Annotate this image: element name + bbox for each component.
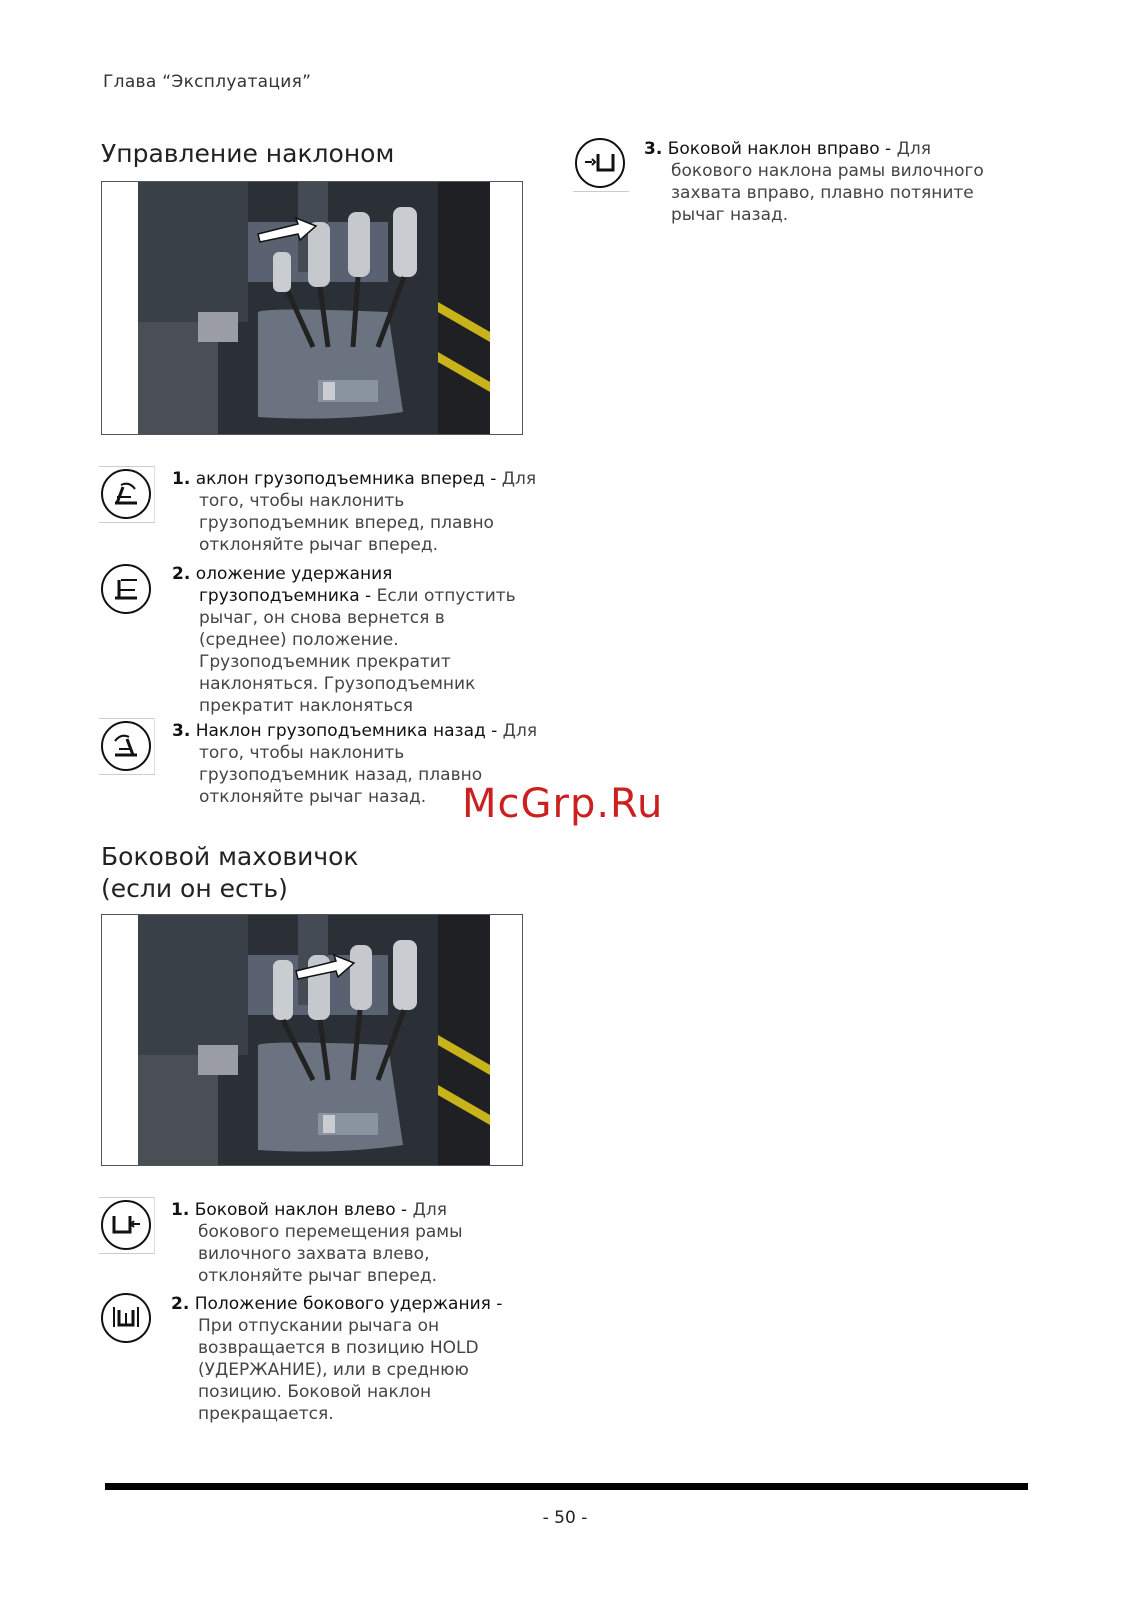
watermark: McGrp.Ru: [462, 781, 664, 827]
tilt-hold-icon: [101, 564, 151, 614]
item-line: вилочного захвата влево,: [198, 1244, 430, 1264]
item-line: позицию. Боковой наклон: [198, 1382, 432, 1402]
item-line: (среднее) положение.: [199, 630, 399, 650]
item-line: (УДЕРЖАНИЕ), или в среднюю: [198, 1360, 469, 1380]
item-number: 3.: [172, 721, 191, 741]
sideshift-item-2: [171, 1293, 551, 1425]
tilt-hold-icon-box: [99, 561, 155, 617]
sideshift-left-icon-box: [99, 1197, 155, 1253]
item-title: аклон грузоподъемника вперед -: [195, 469, 497, 489]
item-line: Грузоподъемник прекратит: [199, 652, 451, 672]
lever-photo-sideshift: [101, 914, 523, 1166]
item-title: Наклон грузоподъемника назад -: [195, 721, 498, 741]
item-line: прекращается.: [198, 1404, 334, 1424]
item-line: прекратит наклоняться: [199, 696, 414, 716]
forklift-levers-image: [138, 182, 490, 434]
item-line: отклоняйте рычаг назад.: [199, 787, 427, 807]
item-title-cont: грузоподъемника -: [199, 586, 372, 606]
lever-photo-tilt: [101, 181, 523, 435]
forklift-levers-image: [138, 915, 490, 1165]
item-line: отклоняйте рычаг вперед.: [199, 535, 439, 555]
tilt-backward-icon: [101, 721, 151, 771]
item-title: оложение удержания: [195, 564, 393, 584]
item-line: При отпускании рычага он: [198, 1316, 440, 1336]
item-number: 3.: [644, 139, 663, 159]
item-desc: Для: [407, 1200, 447, 1220]
item-line: захвата вправо, плавно потяните: [671, 183, 974, 203]
item-desc: Для: [497, 721, 538, 741]
item-desc: Если отпустить: [371, 586, 516, 606]
tilt-forward-icon: [101, 469, 151, 519]
item-number: 2.: [172, 564, 191, 584]
section-title-sideshift: [101, 841, 358, 905]
sideshift-right-icon-box: [573, 135, 629, 191]
item-line: того, чтобы наклонить: [199, 743, 405, 763]
item-title: Положение бокового удержания -: [194, 1294, 503, 1314]
section-title-line: Боковой маховичок: [101, 842, 359, 871]
section-title-line: (если он есть): [101, 874, 288, 903]
item-line: того, чтобы наклонить: [199, 491, 405, 511]
sideshift-hold-icon: [101, 1293, 151, 1343]
sideshift-right-icon: [575, 138, 625, 188]
item-line: грузоподъемник назад, плавно: [199, 765, 483, 785]
item-line: наклоняться. Грузоподъемник: [199, 674, 476, 694]
item-line: отклоняйте рычаг вперед.: [198, 1266, 438, 1286]
tilt-item-2: [172, 563, 552, 717]
sideshift-left-icon: [101, 1200, 151, 1250]
item-line: бокового перемещения рамы: [198, 1222, 463, 1242]
item-line: рычаг назад.: [671, 205, 789, 225]
item-title: Боковой наклон вправо -: [667, 139, 892, 159]
item-line: возвращается в позицию HOLD: [198, 1338, 479, 1358]
page-number: - 50 -: [542, 1508, 588, 1528]
tilt-forward-icon-box: [99, 466, 155, 522]
item-number: 2.: [171, 1294, 190, 1314]
footer-rule: [105, 1483, 1028, 1490]
item-line: рычаг, он снова вернется в: [199, 608, 445, 628]
tilt-backward-icon-box: [99, 718, 155, 774]
sideshift-hold-icon-box: [99, 1290, 155, 1346]
item-desc: Для: [496, 469, 537, 489]
item-title: Боковой наклон влево -: [194, 1200, 408, 1220]
sideshift-item-3: [644, 138, 1044, 226]
sideshift-item-1: [171, 1199, 551, 1287]
item-number: 1.: [171, 1200, 190, 1220]
item-number: 1.: [172, 469, 191, 489]
item-desc: Для: [891, 139, 931, 159]
item-line: бокового наклона рамы вилочного: [671, 161, 984, 181]
tilt-item-1: [172, 468, 552, 556]
item-line: грузоподъемник вперед, плавно: [199, 513, 494, 533]
section-title-tilt: Управление наклоном: [101, 139, 395, 168]
chapter-header: Глава “Эксплуатация”: [103, 72, 312, 92]
